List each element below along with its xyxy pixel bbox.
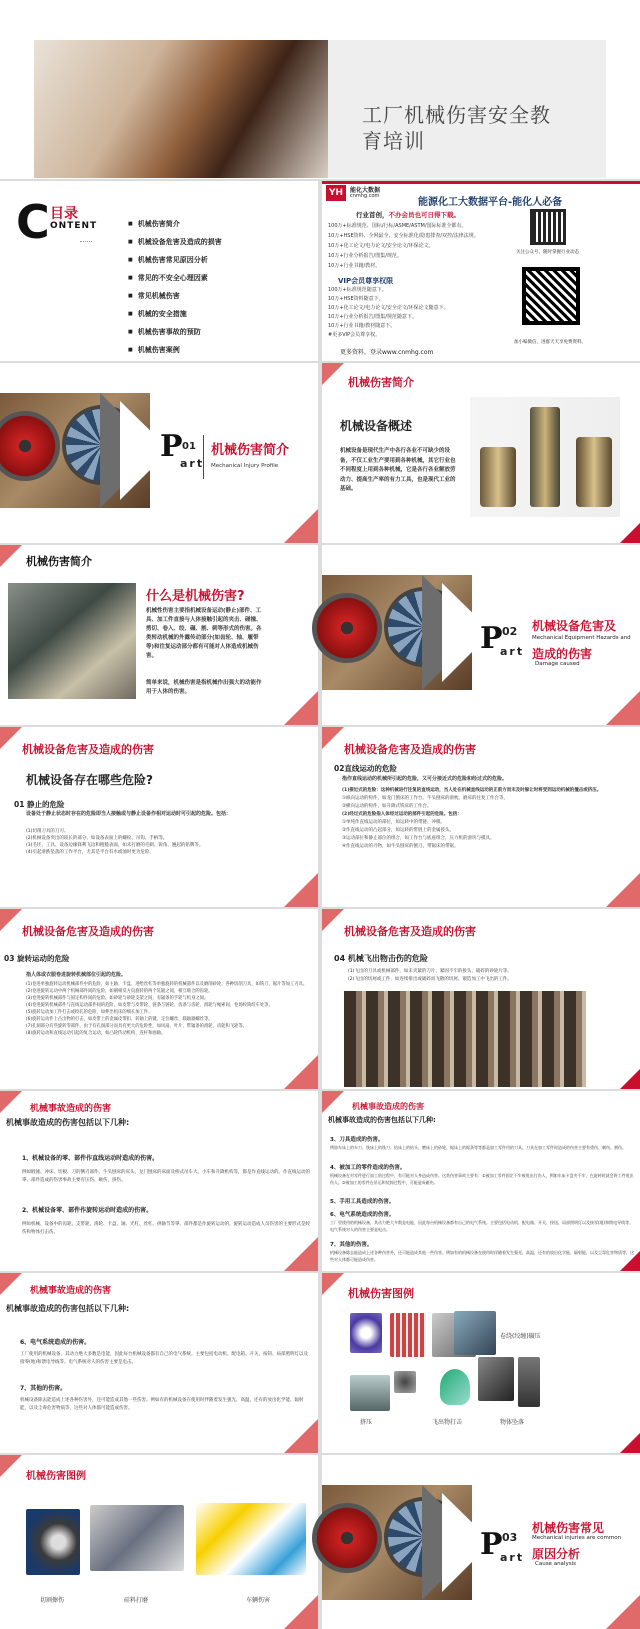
rotation-item: (3)卷进旋转机械部件与固定构件间的危险，如砂轮与砂轮支架之间，有辐条的手轮与机身之间。	[26, 996, 209, 1001]
body-line: ③运动部位和静止部位的组合，如工作台与底座组合，压力机的滑块与模具。	[342, 836, 495, 841]
accident-b7: 机械设备除去能造成上述各种伤害外，还可能造成其他一些伤害。例如有的机械设备在使用时伴随着发生强光、高温，还有的放出化学能、辐射能，以及尘毒危害物质等，这些对人体都可能造成伤害。	[20, 1398, 304, 1411]
corner-decor	[620, 1433, 640, 1453]
part-title-2: 造成的伤害	[532, 647, 593, 661]
part-art: art	[500, 645, 525, 658]
slide-accident-2	[322, 1091, 640, 1271]
hazard-item: (4)引起滑跌坠落的工作平台，尤其是平台有水或油时更为危险。	[26, 850, 154, 855]
part-title-2: 原因分析	[532, 1547, 581, 1561]
part-divider	[203, 435, 204, 479]
what-is-body-2: 简单来说，机械伤害是指机械作出强大的动能作用于人体的伤害。	[146, 680, 262, 695]
ad-vlines	[328, 286, 518, 340]
contents-item[interactable]: ■ 常见的不安全心理因素	[128, 273, 222, 283]
hazard-item: (2)机械设备突出的较长的部分，如设备表面上的螺栓、吊钩、手柄等。	[26, 836, 168, 841]
slide-part-03	[322, 1455, 640, 1629]
corner-decor-tl	[322, 363, 344, 385]
slide-overview	[322, 363, 640, 543]
contents-item[interactable]: ■ 机械伤害事故的预防	[128, 327, 222, 337]
projectile-line: (2)飞出的切屑或工件，如连续排出或破碎而飞散的切屑、锻造加工中飞出的工件。	[348, 977, 512, 982]
part-letter: P	[160, 429, 183, 464]
section-title: 04 机械飞出物击伤的危险	[334, 954, 428, 963]
accident-h3: 3、刀具造成的伤害。	[330, 1137, 384, 1143]
corner-decor-tl	[0, 727, 22, 749]
caption: 挤压	[360, 1419, 373, 1426]
corner-decor	[620, 1069, 640, 1089]
accident-b1: 例如锻锤、冲床、切板、刀的侧刃部件、牛头刨床的床头、龙门刨床的床面及桥式吊车大、小车和升降机构等，都是作直线运动的。作直线运动的零、部件造成的伤害事故主要有压伤、砸伤、挤伤。	[22, 1170, 310, 1183]
contents-item[interactable]: ■ 机械的安全措施	[128, 309, 222, 319]
ad-line: 100万+标准规范、国标/行标/ASME/ASTM/国际标准全都有。	[328, 223, 467, 229]
ad-line: 10万+行业分析报告/图集/规范。	[328, 253, 402, 259]
overview-body: 机械设备是现代生产中各行各业不可缺少的设备，不仅工业生产要用到各种机械，其它行业也不同程度上用到各种机械，它是各行各业解放劳动力、提高生产率的有力工具，也是现代工业的基础。	[340, 448, 456, 492]
fan-image	[322, 1485, 472, 1600]
rotation-item: (1)卷进单独旋转运动机械部件中的危险，如主轴、卡盘、进给丝杠等单独旋转的机械部件以及磨削砂轮、各种切削刀具，如铣刀、锯片等加工刃具。	[26, 982, 308, 987]
corner-decor	[284, 1419, 318, 1453]
part-title-1: 机械伤害常见	[532, 1521, 605, 1535]
slide-header: 机械设备危害及造成的伤害	[344, 925, 476, 938]
slide-illustrations-1	[322, 1273, 640, 1453]
ad-vline: 10万+HSE资料随意下。	[328, 296, 384, 302]
accident-question: 机械事故造成的伤害包括以下几种:	[6, 1304, 130, 1313]
contents-en: ONTENT	[50, 221, 98, 231]
contents-dots	[80, 241, 92, 242]
part-number: 01	[182, 441, 196, 452]
injury-photo-grind	[90, 1505, 184, 1571]
ad-logo-text: 能化大数据	[350, 187, 381, 194]
injury-photo-9	[518, 1357, 540, 1407]
accident-h2: 2、机械设备零、部件作旋转运动时造成的伤害。	[22, 1207, 153, 1214]
accident-h6: 6、电气系统造成的伤害。	[330, 1212, 395, 1218]
section-title: 01 静止的危险	[14, 800, 65, 809]
part-letter: P	[480, 621, 503, 656]
slide-header: 机械设备危害及造成的伤害	[22, 925, 154, 938]
ad-logo: YH	[326, 185, 346, 201]
cover-title: 工厂机械伤害安全教育培训	[362, 103, 551, 153]
corner-decor-tl	[322, 909, 344, 931]
accident-question: 机械事故造成的伤害包括以下几种:	[6, 1118, 130, 1127]
rotation-item: (5)旋转运动加工件打击或绞轧的危险，如伸出机床的细长加工件。	[26, 1010, 153, 1015]
caption: 车辆伤害	[246, 1597, 271, 1604]
rotation-item: (8)旋转运动和直线运动引起的复合运动，如凸轮传动机构、连杆和曲轴。	[26, 1031, 166, 1036]
accident-h4: 4、被加工的零件造成的伤害。	[330, 1165, 406, 1171]
accident-h6: 6、电气系统造成的伤害。	[20, 1339, 91, 1346]
qr-caption-1: 关注公众号，随时掌握行业动态	[516, 250, 579, 255]
ad-line: 10万+HSE资料、全网最全、安全标准化/隐患排查/双控/法律法规。	[328, 233, 479, 239]
slide-contents	[0, 181, 318, 361]
overview-heading: 机械设备概述	[340, 419, 413, 433]
corner-decor	[284, 873, 318, 907]
ad-line: 10万+行业书籍/教材。	[328, 263, 381, 269]
slide-header: 机械设备危害及造成的伤害	[22, 743, 154, 756]
part-en-1: Mechanical Equipment Hazards and	[532, 635, 631, 641]
linear-details	[342, 787, 622, 851]
rotation-item: (6)旋转运动件上凸出物的打击，如皮带上的金属皮带扣、转轴上的键、定位螺丝、联轴器螺丝等。	[26, 1017, 213, 1022]
ad-more[interactable]: 更多资料，登录www.cnmhg.com	[340, 349, 434, 356]
ad-lines	[328, 221, 518, 271]
slide-header: 机械伤害简介	[26, 555, 92, 568]
slide-part-02	[322, 545, 640, 725]
corner-decor-tl	[0, 1273, 22, 1295]
corner-decor-tl	[322, 727, 344, 749]
hazard-item: (3)毛坯、工具、设备边缘锋利飞边和粗糙表面，如未打磨的毛刺、锐角、翘起的铭牌等。	[26, 843, 204, 848]
fan-image	[322, 575, 472, 690]
corner-decor	[284, 691, 318, 725]
ad-vline: 100万+标准规范随意下。	[328, 287, 387, 293]
slide-accident-1	[0, 1091, 318, 1271]
corner-decor	[284, 509, 318, 543]
corner-decor-tl	[0, 909, 22, 931]
ad-vline: 10万+化工论文/电力论文/安全论文/环保论文随意下。	[328, 305, 449, 311]
projectile-line: (1)飞出的刀具或机械部件，如未夹紧的刀片、紧固不牢的接头、破碎的砂轮片等。	[348, 969, 512, 974]
injury-photo-5	[350, 1375, 390, 1411]
caption: 物体坠落	[500, 1419, 525, 1426]
slide-projectiles	[322, 909, 640, 1089]
corner-decor-tl	[0, 1091, 22, 1113]
accident-h7: 7、其他的伤害。	[330, 1242, 373, 1248]
caption: 硅料打磨	[124, 1597, 149, 1604]
injury-photo-vehicle	[196, 1503, 306, 1575]
slide-hazards	[0, 727, 318, 907]
accident-h5: 5、手用工具造成的伤害。	[330, 1199, 395, 1205]
slide-header: 机械事故造成的伤害	[30, 1286, 112, 1296]
part-art: art	[180, 457, 205, 470]
drill-tools-image	[470, 397, 620, 517]
corner-decor	[606, 1595, 640, 1629]
corner-decor	[284, 1237, 318, 1271]
injury-photo-6	[394, 1371, 416, 1393]
accident-h7: 7、其他的伤害。	[20, 1385, 67, 1392]
ad-line: 10万+化工论文/电力论文/安全论文/环保论文。	[328, 243, 434, 249]
part-art: art	[500, 1551, 525, 1564]
body-line: ②横向运动的构件，如升降式铣床的工作台。	[342, 804, 432, 809]
corner-decor	[284, 1055, 318, 1089]
accident-question: 机械事故造成的伤害包括以下几种:	[328, 1116, 436, 1124]
cover-photo	[34, 40, 328, 178]
body-line: (2)经过式的危险指人体经过运动的部件引起的危险。包括：	[342, 812, 462, 817]
injury-photo-cut	[26, 1509, 80, 1575]
ad-sub-2: 不办会员也可日得下载。	[388, 211, 460, 219]
caption: 飞出物打击	[432, 1419, 463, 1426]
body-line: (1)接近式的危险：这种机械进行往复的直线运动，当人处在机械直线运动的正前方而未及时躲让时将受到运动机械的撞击或挤压。	[342, 788, 602, 793]
contents-title: 目录	[50, 206, 78, 222]
qr-code-2	[522, 267, 580, 325]
corner-decor-tl	[0, 1455, 22, 1477]
part-number: 02	[502, 625, 518, 638]
caption: 卷绕(绞缠)碾压	[500, 1333, 541, 1340]
part-en: Mechanical Injury Profile	[211, 463, 279, 469]
fan-image	[0, 393, 150, 508]
accident-b2: 例如机械、设备中的齿轮、支带轮、滑轮、卡盘、轴、光杠、丝杠、供轴节等零、部件都是作旋转运动的。旋转运动造成人员伤害的主要形式是绞伤和物体打击伤。	[22, 1222, 310, 1235]
part-title: 机械伤害简介	[211, 443, 290, 458]
slide-header: 机械设备危害及造成的伤害	[344, 743, 476, 756]
what-is-question: 什么是机械伤害?	[146, 589, 245, 604]
hazards-list	[26, 828, 296, 856]
ad-vline: 10万+行业书籍/教材随意下。	[328, 323, 396, 329]
part-en-2: Cause analysis	[535, 1561, 576, 1567]
slide-header: 机械事故造成的伤害	[352, 1102, 424, 1111]
corner-decor	[620, 523, 640, 543]
part-letter: P	[480, 1527, 503, 1562]
slide-ad	[322, 181, 640, 361]
caption: 切割擦伤	[40, 1597, 65, 1604]
section-title: 03 旋转运动的危险	[4, 954, 70, 963]
body-line: ②作直线运动的凸起部分，如运转的带链上的金属接头。	[342, 828, 455, 833]
corner-decor-tl	[322, 1273, 344, 1295]
rotation-list	[26, 981, 312, 1037]
accident-b3: 例如车床上的车刀、铣床上的铣刀、钻床上的钻头、磨床上的砂轮、锯床上的锯条等等都是加工零件用的刀具。刀具在加工零件时造成的伤害主要有烫伤、刺伤、割伤。	[330, 1145, 626, 1150]
contents-item[interactable]: ■ 机械伤害案例	[128, 345, 222, 355]
body-line: ①纵向运动的构件，如龙门刨床的工作台、牛头刨床的滑枕、磨床的往复工作台等。	[342, 796, 509, 801]
corner-decor-tl	[322, 1091, 344, 1113]
contents-item[interactable]: ■ 常见机械伤害	[128, 291, 222, 301]
ad-vip: VIP会员尊享权限	[338, 277, 394, 285]
ad-sub-1: 行业首创，	[356, 211, 389, 219]
corner-decor	[620, 1251, 640, 1271]
qr-caption-2: 加小编微信，进群天天享免费资料。	[514, 340, 586, 345]
contents-item[interactable]: ■ 机械伤害常见原因分析	[128, 255, 222, 265]
injury-photo-4	[454, 1311, 496, 1355]
injury-photo-1	[350, 1313, 382, 1353]
accident-h1: 1、机械设备的零、部件作直线运动时造成的伤害。	[22, 1155, 159, 1162]
slide-header: 机械事故造成的伤害	[30, 1104, 112, 1114]
rotation-item: (4)卷进旋转机械部件与直线运动部件间的危险，如皮带与皮带轮、链条与链轮、齿条与齿轮、滑轮与绳索间、卷场绞筒绞车处等。	[26, 1003, 273, 1008]
rotation-item: (2)卷进旋转运动中两个机械部件间的危险，如朝相反方向旋转的两个轧辊之间，相互啮合的齿轮。	[26, 989, 213, 994]
slide-header: 机械伤害简介	[348, 376, 414, 389]
accident-b6: 工厂里使用的机械设备，其动力绝大多数是电能，因此每台机械设备都有自己的电气系统。主要包括电动机、配电箱、开关、按钮、局部照明灯以及接零(地)和馈电导线等。电气系统对人的伤害主要是电击。	[330, 1220, 634, 1232]
ad-logo-url: cnmhg.com	[350, 193, 380, 199]
corner-decor	[606, 873, 640, 907]
injury-photo-2	[390, 1313, 426, 1357]
ad-sub	[356, 210, 460, 219]
hazards-question: 机械设备存在哪些危险?	[26, 773, 153, 787]
ad-vline: #更多VIP会员尊享权。	[328, 332, 381, 338]
qr-code-1	[530, 209, 566, 245]
section-title: 02直线运动的危险	[334, 764, 397, 773]
hazards-intro: 设备处于静止状态时存在的危险即当人接触或与静止设备作相对运动时可引起的危险。包括：	[26, 811, 232, 817]
slide-cover	[0, 0, 640, 179]
contents-item[interactable]: ■ 机械伤害简介	[128, 219, 222, 229]
accident-b7: 机械设备除去能造成上述各种伤害外，还可能造成其他一些伤害。例如有的机械设备在使用时伴随着发生强光、高温，还有的放出化学能、辐射能，以及尘毒危害物质等，这些对人体都可能造成伤害。	[330, 1250, 634, 1262]
contents-item[interactable]: ■ 机械设备危害及造成的损害	[128, 237, 222, 247]
what-is-body: 机械性伤害主要指机械设备运动(静止)部件、工具、加工件直接与人体接触引起的夹击、碰撞、剪切、卷入、绞、碾、割、刺等形式的伤害。各类转动机械的外露传动部分(如齿轮、轴、履带等)和往复运动部分都有可能对人体造成机械伤害。	[146, 608, 262, 659]
contents-list	[128, 219, 222, 381]
ad-heading: 能源化工大数据平台-能化人必备	[418, 197, 563, 208]
injury-photo-8	[478, 1357, 514, 1401]
worker-photo	[8, 583, 136, 699]
ad-red-bar	[322, 181, 640, 184]
part-number: 03	[502, 1531, 518, 1544]
corner-decor	[284, 1595, 318, 1629]
slide-part-01	[0, 363, 318, 543]
body-line: ①单纯作直线运动的部位，如运转中的带链、冲模。	[342, 820, 446, 825]
slide-illustrations-2	[0, 1455, 318, 1629]
slide-header: 机械伤害图例	[348, 1287, 414, 1300]
engine-photo	[344, 991, 586, 1087]
slide-what-is	[0, 545, 318, 725]
slide-header: 机械伤害图例	[26, 1471, 86, 1482]
accident-b4: 机械设备在对零件进行加工的过程中，有可能对人身造成伤害。这类伤害事故主要有：①被加工零件固定不牢被甩出打伤人，例如车床卡盘夹不牢，在旋转时就会将工件甩出伤人。②被加工的零件在吊运和装卸过程中，可能造成砸伤。	[330, 1173, 634, 1185]
accident-b6: 工厂使用的机械设备，其动力绝大多数是电能，因此每台机械设备都有自己的电气系统。主要包括电动机、配电箱、开关、按钮、局部照明灯以及接零(地)和馈电导线等。电气系统对人的伤害主要是电击。	[20, 1352, 308, 1365]
hazard-item: (1)切削刀具的刀刃。	[26, 829, 69, 834]
ad-vline: 10万+行业分析报告/图集/规范随意下。	[328, 314, 417, 320]
part-en-2: Damage caused	[535, 661, 580, 667]
slide-accident-3	[0, 1273, 318, 1453]
rotation-intro: 指人体或衣服卷进旋转机械部位引起的危险。	[26, 972, 127, 978]
corner-decor-tl	[0, 545, 22, 567]
contents-c-letter: C	[16, 195, 50, 249]
body-line: ④作直线运动的刃物，如牛头刨床的刨刀、带锯床的带锯。	[342, 844, 459, 849]
rotation-item: (7)孔洞部分有些旋转零部件，由于有孔洞部分而具有更大的危险性，如风扇、叶片、带辐条的滑轮、齿轮和飞轮等。	[26, 1024, 247, 1029]
slide-linear-motion	[322, 727, 640, 907]
part-en-1: Mechanical injuries are common	[532, 1535, 622, 1541]
part-title-1: 机械设备危害及	[532, 619, 617, 633]
injury-photo-7	[440, 1369, 470, 1405]
slide-rotation	[0, 909, 318, 1089]
corner-decor	[606, 691, 640, 725]
body-line: 指作直线运动的机械所引起的危险，又可分接近式的危险和经过式的危险。	[342, 776, 508, 782]
